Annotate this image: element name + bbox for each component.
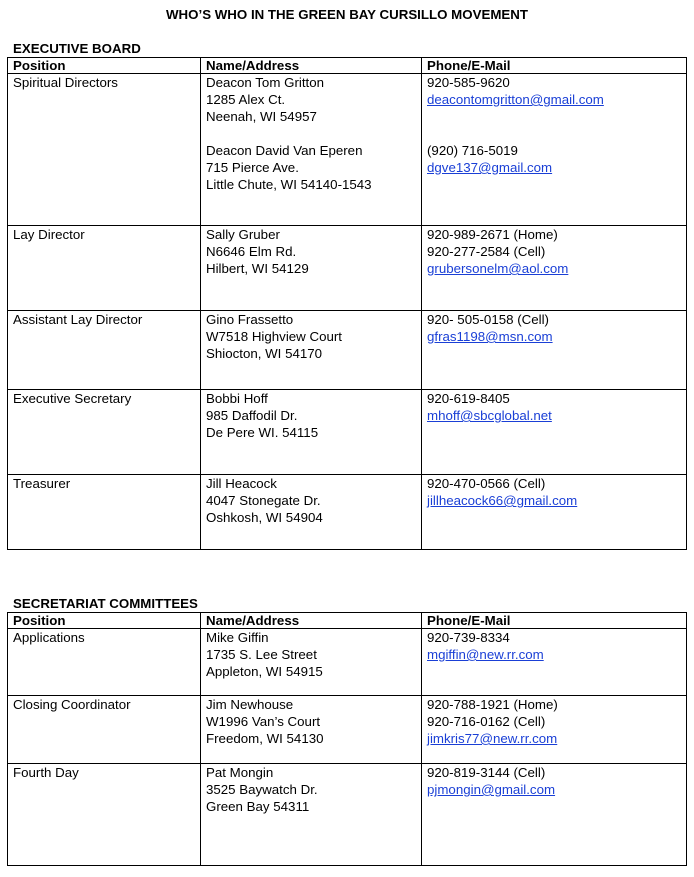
name-address-line: De Pere WI. 54115 [206, 425, 319, 440]
position-cell [8, 311, 201, 390]
name-address-line: Deacon Tom Gritton [206, 75, 325, 90]
phone-number: 920-819-3144 (Cell) [427, 765, 546, 780]
table-header-row [8, 58, 687, 74]
column-header-name-address: Name/Address [201, 613, 422, 629]
table-row [8, 226, 687, 311]
name-address-line: Mike Giffin [206, 630, 269, 645]
position-label: Spiritual Directors [13, 75, 118, 90]
phone-number: (920) 716-5019 [427, 143, 518, 158]
table-row [8, 629, 687, 696]
phone-number: 920- 505-0158 (Cell) [427, 312, 549, 327]
phone-number: 920-277-2584 (Cell) [427, 244, 546, 259]
table-row [8, 764, 687, 866]
phone-email-cell [422, 475, 687, 550]
email-link[interactable]: jimkris77@new.rr.com [427, 731, 558, 746]
name-address-line: Bobbi Hoff [206, 391, 268, 406]
phone-number: 920-989-2671 (Home) [427, 227, 558, 242]
blank-line [206, 125, 416, 142]
position-cell [8, 696, 201, 764]
position-label: Closing Coordinator [13, 697, 131, 712]
name-address-line: Neenah, WI 54957 [206, 109, 317, 124]
name-address-line: 715 Pierce Ave. [206, 160, 299, 175]
name-address-line: W7518 Highview Court [206, 329, 342, 344]
name-address-line: Jim Newhouse [206, 697, 294, 712]
name-address-cell [201, 629, 422, 696]
phone-email-cell [422, 311, 687, 390]
name-address-line: 4047 Stonegate Dr. [206, 493, 321, 508]
phone-email-cell [422, 764, 687, 866]
email-link[interactable]: mgiffin@new.rr.com [427, 647, 544, 662]
table-row [8, 74, 687, 226]
email-link[interactable]: mhoff@sbcglobal.net [427, 408, 552, 423]
name-address-cell [201, 764, 422, 866]
position-label: Executive Secretary [13, 391, 132, 406]
secretariat-committees-table [7, 612, 687, 866]
email-link[interactable]: gfras1198@msn.com [427, 329, 553, 344]
phone-number: 920-788-1921 (Home) [427, 697, 558, 712]
phone-email-cell [422, 226, 687, 311]
phone-number: 920-619-8405 [427, 391, 510, 406]
email-link[interactable]: dgve137@gmail.com [427, 160, 553, 175]
name-address-cell [201, 311, 422, 390]
name-address-line: N6646 Elm Rd. [206, 244, 297, 259]
section-heading-executive-board: EXECUTIVE BOARD [13, 41, 141, 56]
position-label: Treasurer [13, 476, 71, 491]
position-cell [8, 475, 201, 550]
name-address-line: Shiocton, WI 54170 [206, 346, 323, 361]
phone-email-cell [422, 696, 687, 764]
phone-email-cell [422, 629, 687, 696]
section-heading-secretariat-committees: SECRETARIAT COMMITTEES [13, 596, 198, 611]
name-address-line: W1996 Van’s Court [206, 714, 321, 729]
name-address-cell [201, 226, 422, 311]
name-address-cell [201, 475, 422, 550]
name-address-line: Pat Mongin [206, 765, 274, 780]
phone-number: 920-716-0162 (Cell) [427, 714, 546, 729]
name-address-cell [201, 74, 422, 226]
name-address-line: Gino Frassetto [206, 312, 294, 327]
phone-email-cell [422, 74, 687, 226]
position-cell [8, 629, 201, 696]
document-title: WHO’S WHO IN THE GREEN BAY CURSILLO MOVEMENT [166, 7, 528, 22]
executive-board-table [7, 57, 687, 550]
position-cell [8, 390, 201, 475]
name-address-line: 1735 S. Lee Street [206, 647, 317, 662]
blank-line [427, 108, 681, 125]
name-address-line: Green Bay 54311 [206, 799, 310, 814]
name-address-line: Freedom, WI 54130 [206, 731, 324, 746]
name-address-line: Deacon David Van Eperen [206, 143, 363, 158]
name-address-line: Oshkosh, WI 54904 [206, 510, 323, 525]
name-address-line: Hilbert, WI 54129 [206, 261, 309, 276]
position-label: Assistant Lay Director [13, 312, 143, 327]
email-link[interactable]: pjmongin@gmail.com [427, 782, 556, 797]
position-label: Fourth Day [13, 765, 79, 780]
name-address-cell [201, 696, 422, 764]
table-row [8, 696, 687, 764]
column-header-name-address: Name/Address [201, 58, 422, 74]
column-header-phone-email: Phone/E-Mail [422, 613, 687, 629]
name-address-line: Sally Gruber [206, 227, 280, 242]
table-header-row [8, 613, 687, 629]
phone-email-cell [422, 390, 687, 475]
column-header-phone-email: Phone/E-Mail [422, 58, 687, 74]
position-cell [8, 74, 201, 226]
phone-number: 920-470-0566 (Cell) [427, 476, 546, 491]
name-address-line: Appleton, WI 54915 [206, 664, 323, 679]
phone-number: 920-739-8334 [427, 630, 510, 645]
name-address-line: 1285 Alex Ct. [206, 92, 286, 107]
blank-line [427, 125, 681, 142]
column-header-position: Position [8, 613, 201, 629]
position-label: Applications [13, 630, 85, 645]
position-label: Lay Director [13, 227, 85, 242]
table-row [8, 390, 687, 475]
position-cell [8, 764, 201, 866]
email-link[interactable]: jillheacock66@gmail.com [427, 493, 578, 508]
name-address-line: Jill Heacock [206, 476, 277, 491]
email-link[interactable]: deacontomgritton@gmail.com [427, 92, 604, 107]
position-cell [8, 226, 201, 311]
phone-number: 920-585-9620 [427, 75, 510, 90]
email-link[interactable]: grubersonelm@aol.com [427, 261, 569, 276]
name-address-line: 3525 Baywatch Dr. [206, 782, 318, 797]
table-row [8, 475, 687, 550]
column-header-position: Position [8, 58, 201, 74]
name-address-line: 985 Daffodil Dr. [206, 408, 298, 423]
table-row [8, 311, 687, 390]
name-address-cell [201, 390, 422, 475]
name-address-line: Little Chute, WI 54140-1543 [206, 177, 372, 192]
